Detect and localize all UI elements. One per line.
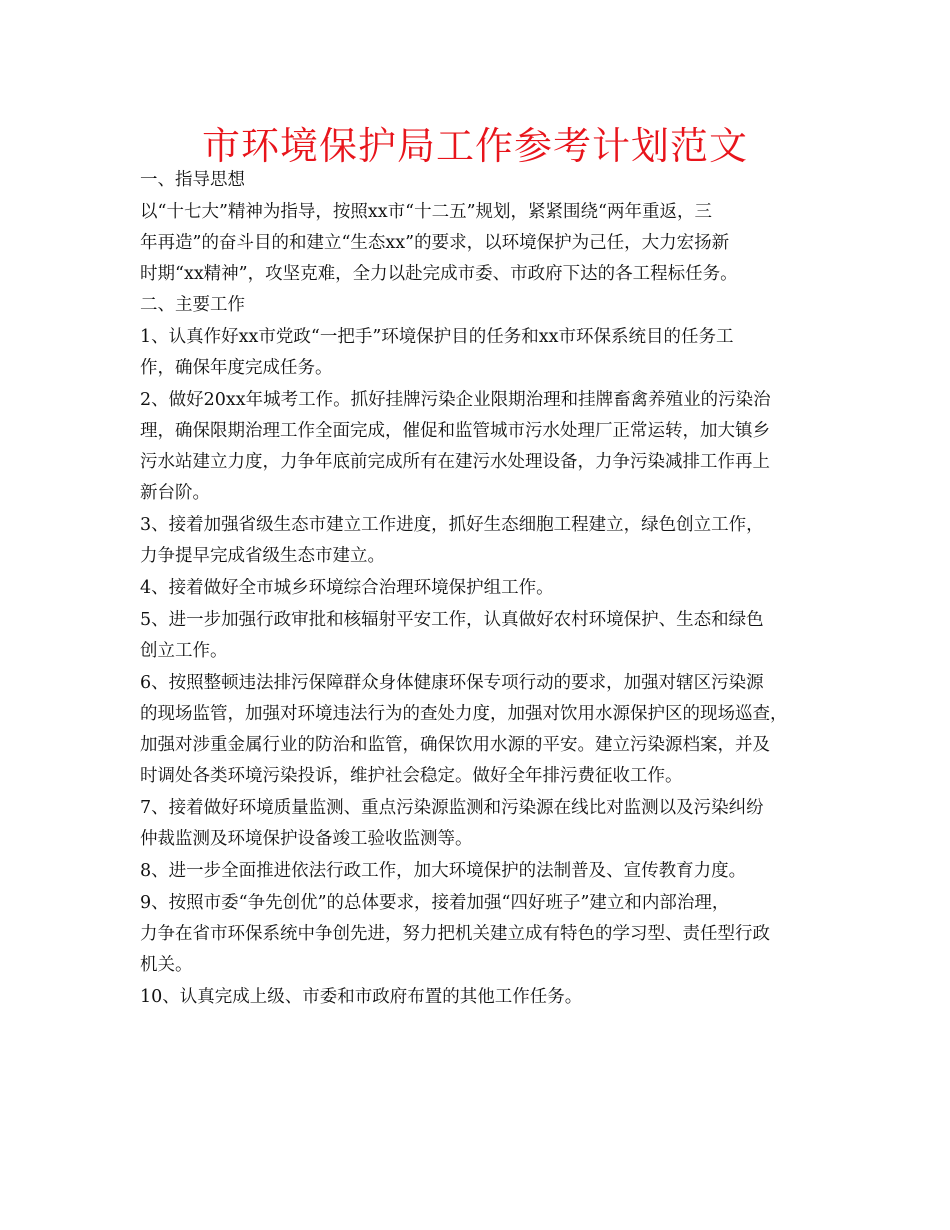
text-line: 机关。 [140, 955, 193, 975]
text-line: 年再造”的奋斗目的和建立“生态xx”的要求，以环境保护为己任，大力宏扬新 [140, 233, 730, 253]
text-line: 的现场监管，加强对环境违法行为的查处力度，加强对饮用水源保护区的现场巡查， [140, 704, 788, 724]
text-line: 7、接着做好环境质量监测、重点污染源监测和污染源在线比对监测以及污染纠纷 [140, 798, 764, 818]
text-line: 仲裁监测及环境保护设备竣工验收监测等。 [140, 829, 473, 849]
text-line: 1、认真作好xx市党政“一把手”环境保护目的任务和xx市环保系统目的任务工 [140, 327, 734, 347]
text-line: 9、按照市委“争先创优”的总体要求，接着加强“四好班子”建立和内部治理， [140, 893, 730, 913]
text-line: 以“十七大”精神为指导，按照xx市“十二五”规划，紧紧围绕“两年重返，三 [140, 202, 712, 222]
paragraph [140, 197, 820, 290]
text-line: 创立工作。 [140, 641, 228, 661]
text-line: 时调处各类环境污染投诉，维护社会稳定。做好全年排污费征收工作。 [140, 766, 683, 786]
text-line: 4、接着做好全市城乡环境综合治理环境保护组工作。 [140, 578, 554, 598]
text-line: 加强对涉重金属行业的防治和监管，确保饮用水源的平安。建立污染源档案，并及 [140, 735, 770, 755]
text-line: 2、做好20xx年城考工作。抓好挂牌污染企业限期治理和挂牌畜禽养殖业的污染治 [140, 390, 771, 410]
document-body [140, 165, 820, 1013]
text-line: 作，确保年度完成任务。 [140, 358, 333, 378]
text-line: 5、进一步加强行政审批和核辐射平安工作，认真做好农村环境保护、生态和绿色 [140, 610, 764, 630]
paragraph [140, 322, 820, 384]
text-line: 理，确保限期治理工作全面完成，催促和监管城市污水处理厂正常运转，加大镇乡 [140, 421, 770, 441]
text-line: 8、进一步全面推进依法行政工作，加大环境保护的法制普及、宣传教育力度。 [140, 861, 747, 881]
paragraph [140, 793, 820, 855]
paragraph [140, 982, 820, 1013]
paragraph [140, 605, 820, 667]
paragraph [140, 510, 820, 572]
paragraph [140, 385, 820, 509]
section-heading: 二、主要工作 [140, 295, 245, 315]
text-line: 力争提早完成省级生态市建立。 [140, 546, 385, 566]
text-line: 新台阶。 [140, 483, 210, 503]
paragraph [140, 888, 820, 981]
text-line: 力争在省市环保系统中争创先进，努力把机关建立成有特色的学习型、责任型行政 [140, 924, 770, 944]
paragraph [140, 573, 820, 604]
document-title: 市环境保护局工作参考计划范文 [201, 124, 748, 168]
text-line: 10、认真完成上级、市委和市政府布置的其他工作任务。 [140, 987, 583, 1007]
text-line: 污水站建立力度，力争年底前完成所有在建污水处理设备，力争污染减排工作再上 [140, 452, 770, 472]
text-line: 时期“xx精神”，攻坚克难，全力以赴完成市委、市政府下达的各工程标任务。 [140, 264, 738, 284]
text-line: 6、按照整顿违法排污保障群众身体健康环保专项行动的要求，加强对辖区污染源 [140, 673, 764, 693]
paragraph [140, 856, 820, 887]
section-heading: 一、指导思想 [140, 170, 245, 190]
paragraph [140, 668, 820, 792]
text-line: 3、接着加强省级生态市建立工作进度，抓好生态细胞工程建立，绿色创立工作， [140, 515, 764, 535]
